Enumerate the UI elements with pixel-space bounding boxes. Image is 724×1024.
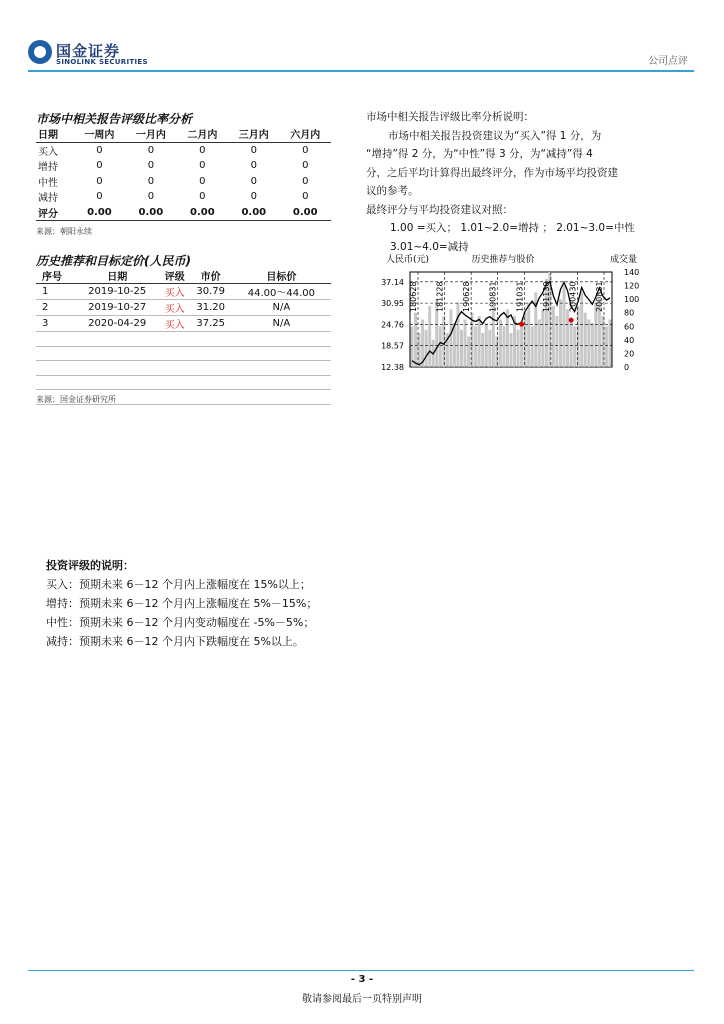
cell: 0 [199,144,206,156]
cell: 0 [250,191,257,203]
y-left-tick: 37.14 [381,277,404,287]
cell: 0 [302,191,309,203]
price-chart [366,250,656,375]
cell: 0 [250,160,257,172]
rating-explain-line: 买入：预期未来 6－12 个月内上涨幅度在 15%以上； [46,578,311,591]
header-divider [28,70,694,72]
cell: 31.20 [190,300,232,316]
table-row [36,300,331,316]
cell: 0.00 [177,205,228,221]
cell: 评分 [36,205,74,221]
volume-bar [485,323,488,367]
cell: 0 [250,175,257,187]
volume-bar [428,306,431,367]
cell: 0 [199,191,206,203]
y-right-tick: 140 [624,268,640,277]
cell: 买入 [160,316,189,332]
col-header: 评级 [160,268,189,284]
cell: 0 [96,160,103,172]
volume-bar [481,333,484,367]
volume-bar [456,303,459,367]
x-date-label: 190628 [462,281,472,312]
volume-bar [591,323,594,367]
table-row [36,361,331,376]
note-line: 议的参考。 [366,185,419,197]
chart-ylabel-right: 成交量 [610,255,638,265]
volume-bar [538,320,541,368]
x-date-label: 200430 [568,281,578,312]
volume-bar [587,320,590,368]
volume-bar [584,313,587,367]
x-date-label: 191130 [541,281,551,312]
note-line: 最终评分与平均投资建议对照： [366,203,513,216]
volume-bar [439,326,442,367]
volume-bar [517,330,520,367]
table-row [36,174,331,190]
y-left-tick: 18.57 [381,341,404,351]
volume-bar [570,320,573,368]
volume-bar [474,326,477,367]
y-right-tick: 60 [624,322,635,332]
score-row [36,205,331,221]
x-date-label: 191031 [515,281,525,312]
history-table-title: 历史推荐和目标定价(人民币) [36,254,191,268]
col-header: 日期 [36,126,74,142]
cell: 0 [199,160,206,172]
rating-explain-line: 减持：预期未来 6－12 个月内下跌幅度在 5%以上。 [46,635,304,648]
table-row [36,346,331,361]
col-header: 一周内 [74,126,125,142]
logo-icon [28,40,52,64]
footer-disclaimer: 敬请参阅最后一页特别声明 [302,994,422,1005]
volume-bar [460,330,463,367]
col-header: 日期 [74,268,160,284]
cell: 买入 [38,146,58,158]
chart-ylabel-left: 人民币(元) [386,255,430,265]
table-row [36,142,331,158]
volume-bar [467,336,470,367]
cell: 0 [96,191,103,203]
cell: 减持 [38,193,58,205]
cell: 0 [147,175,155,187]
y-right-tick: 80 [624,308,635,318]
cell: 0 [147,144,155,156]
rating-explanation [46,556,317,651]
cell: 0.00 [125,205,176,221]
y-left-tick: 30.95 [381,299,404,309]
rating-explain-line: 中性：预期未来 6－12 个月内变动幅度在 -5%－5%； [46,616,315,629]
footer-divider [28,970,694,971]
page-number: - 3 - [350,974,374,985]
volume-bar [573,326,576,367]
volume-bar [559,299,562,367]
rating-table [36,126,331,221]
volume-bar [609,320,612,368]
col-header: 目标价 [232,268,331,284]
y-right-tick: 100 [624,295,640,305]
cell: 0 [302,175,309,187]
cell: 3 [36,316,74,332]
cell: 买入 [160,300,189,316]
x-date-label: 200831 [595,281,604,312]
doc-type: 公司点评 [648,56,688,67]
volume-bar [541,309,544,367]
col-header: 市价 [190,268,232,284]
cell: 0.00 [74,205,125,221]
logo-subtext: SINOLINK SECURITIES [56,58,148,66]
cell: 中性 [38,177,58,189]
cell: N/A [232,316,331,332]
volume-bar [502,326,505,367]
cell: 0 [96,144,103,156]
cell: 2019-10-27 [74,300,160,316]
volume-bar [414,313,417,367]
volume-bar [499,320,502,368]
volume-bar [510,333,513,367]
table-row [36,375,331,390]
cell: 0 [302,160,309,172]
x-date-label: 181228 [435,281,445,312]
cell: 0 [302,144,309,156]
table-row [36,284,331,300]
cell: 0 [147,160,155,172]
volume-bar [492,306,495,367]
volume-bar [566,309,569,367]
cell: 37.25 [190,316,232,332]
rating-notes [366,108,696,256]
volume-bar [531,326,534,367]
volume-bar [464,320,467,368]
col-header: 二月内 [177,126,228,142]
note-line: 分，之后平均计算得出最终评分，作为市场平均投资建 [366,166,618,179]
recommendation-point [519,322,524,327]
table-row [36,189,331,205]
cell: 0 [199,175,206,187]
history-table [36,268,331,405]
note-line: 市场中相关报告评级比率分析说明： [366,111,534,123]
table-row [36,332,331,347]
note-line: 3.01~4.0=减持 [390,240,469,253]
y-right-tick: 20 [624,349,635,359]
volume-bar [449,309,452,367]
cell: 1 [36,284,74,300]
col-header: 六月内 [280,126,331,142]
cell: 0.00 [280,205,331,221]
note-line: 市场中相关报告投资建议为“买入”得 1 分，为 [388,129,602,142]
y-right-tick: 40 [624,335,635,345]
volume-bar [425,330,428,367]
volume-bar [478,316,481,367]
col-header: 三月内 [228,126,279,142]
y-right-tick: 0 [624,363,630,372]
volume-bar [488,330,491,367]
cell: 0 [147,191,155,203]
recommendation-point [569,318,574,323]
table-row [36,316,331,332]
volume-bar [605,326,608,367]
cell: 44.00～44.00 [232,284,331,300]
volume-bar [552,306,555,367]
rating-table-title: 市场中相关报告评级比率分析 [36,112,193,126]
y-left-tick: 24.76 [381,320,404,330]
note-line: “增持”得 2 分，为“中性”得 3 分，为“减持”得 4 [366,148,593,160]
cell: 0 [96,175,103,187]
cell: 买入 [160,284,189,300]
cell: 2019-10-25 [74,284,160,300]
x-date-label: 180628 [409,281,418,312]
col-header: 一月内 [125,126,176,142]
rating-table-source: 来源：朝阳永续 [36,227,92,236]
chart-title: 历史推荐与股价 [471,255,535,265]
volume-bar [563,286,566,367]
logo-text: 国金证券 [56,42,121,60]
cell: 30.79 [190,284,232,300]
cell: 0.00 [228,205,279,221]
rating-explain-title: 投资评级的说明： [46,559,134,572]
volume-bar [555,316,558,367]
note-line: 1.00 =买入； 1.01~2.0=增持 ； 2.01~3.0=中性 [390,222,635,234]
cell: 增持 [38,162,58,174]
volume-bar [527,303,530,367]
col-header: 序号 [36,268,74,284]
volume-bar [520,323,523,367]
history-table-source: 来源：国金证券研究所 [36,395,116,404]
y-left-tick: 12.38 [381,363,404,372]
y-right-tick: 120 [624,281,640,291]
x-date-label: 190831 [488,281,498,312]
cell: N/A [232,300,331,316]
rating-explain-line: 增持：预期未来 6－12 个月内上涨幅度在 5%－15%； [46,597,318,610]
volume-bar [580,292,583,367]
cell: 2020-04-29 [74,316,160,332]
cell: 0 [250,144,257,156]
table-row [36,158,331,174]
cell: 2 [36,300,74,316]
